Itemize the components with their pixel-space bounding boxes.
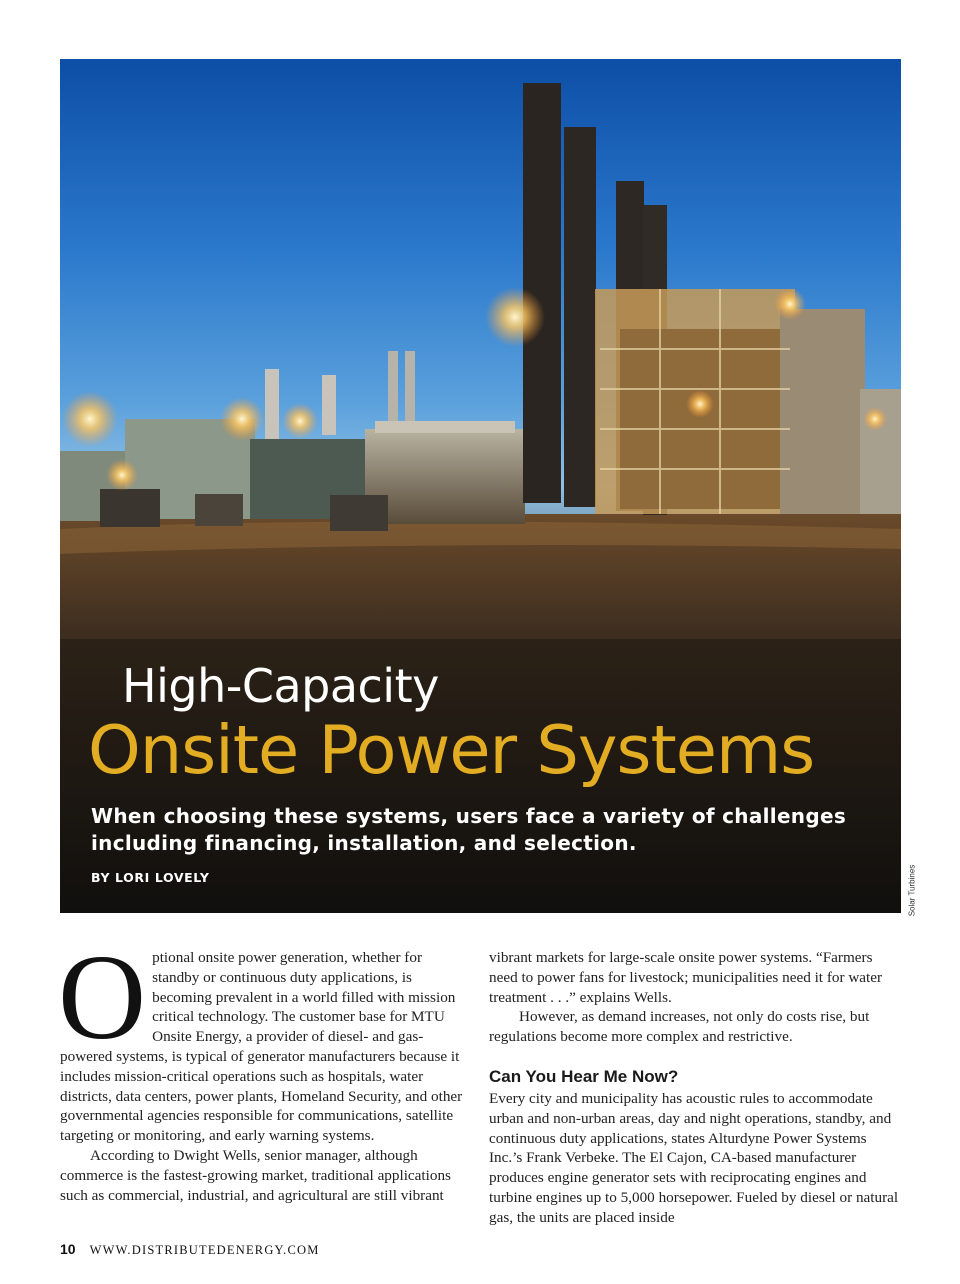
photo-credit	[904, 866, 916, 916]
paragraph-wells-continued	[489, 948, 899, 1007]
drop-cap: O	[58, 930, 147, 1065]
headline-line2: Onsite Power Systems	[88, 711, 815, 789]
paragraph-wells-continued-text: vibrant markets for large-scale onsite power systems. “Farmers need to power fans for livestock; municipalities need it for water treatment . . .” explains Wells.	[489, 949, 883, 1006]
website-url: WWW.DISTRIBUTEDENERGY.COM	[89, 1243, 320, 1257]
headline-line1: High-Capacity	[122, 659, 439, 713]
article-column-2	[489, 948, 899, 1228]
deck-subtitle: When choosing these systems, users face a variety of challenges including financing, installation, and selection.	[91, 804, 847, 855]
byline: BY LORI LOVELY	[91, 870, 210, 885]
paragraph-intro-text: ptional onsite power generation, whether for standby or continuous duty applications, is becoming prevalent in a world filled with mission critical technology. The customer base for MTU Onsite Energy, a provider of diesel- and gas-powered systems, is typical of generator manufacturers because it includes mission-critical operations such as hospitals, water districts, data centers, power plants, Homeland Security, and other governmental agencies responsible for communications, satellite targeting or monitoring, and early warning systems.	[60, 949, 463, 1145]
photo-credit-text: Solar Turbines	[907, 864, 917, 917]
page-number: 10	[60, 1241, 76, 1257]
hero-photo	[60, 59, 901, 913]
paragraph-wells: According to Dwight Wells, senior manager, although commerce is the fastest-growing market, traditional applications such as commercial, industrial, and agricultural are still vibrant	[60, 1146, 451, 1204]
paragraph-intro	[58, 930, 470, 1146]
page-footer	[60, 1241, 320, 1259]
paragraph-regulations: However, as demand increases, not only do costs rise, but regulations become more complex and restrictive.	[489, 1008, 870, 1046]
article-column-1	[58, 930, 470, 1205]
section-subhead: Can You Hear Me Now?	[489, 1066, 679, 1086]
paragraph-acoustic: Every city and municipality has acoustic rules to accommodate urban and non-urban areas, day and night operations, standby, and continuous duty applications, states Alturdyne Power Systems Inc.’s Frank Verbeke. The El Cajon, CA-based manufacturer produces engine generator sets with reciprocating engines and turbine engines up to 5,000 horsepower. Fueled by diesel or natural gas, the units are placed inside	[489, 1089, 899, 1226]
